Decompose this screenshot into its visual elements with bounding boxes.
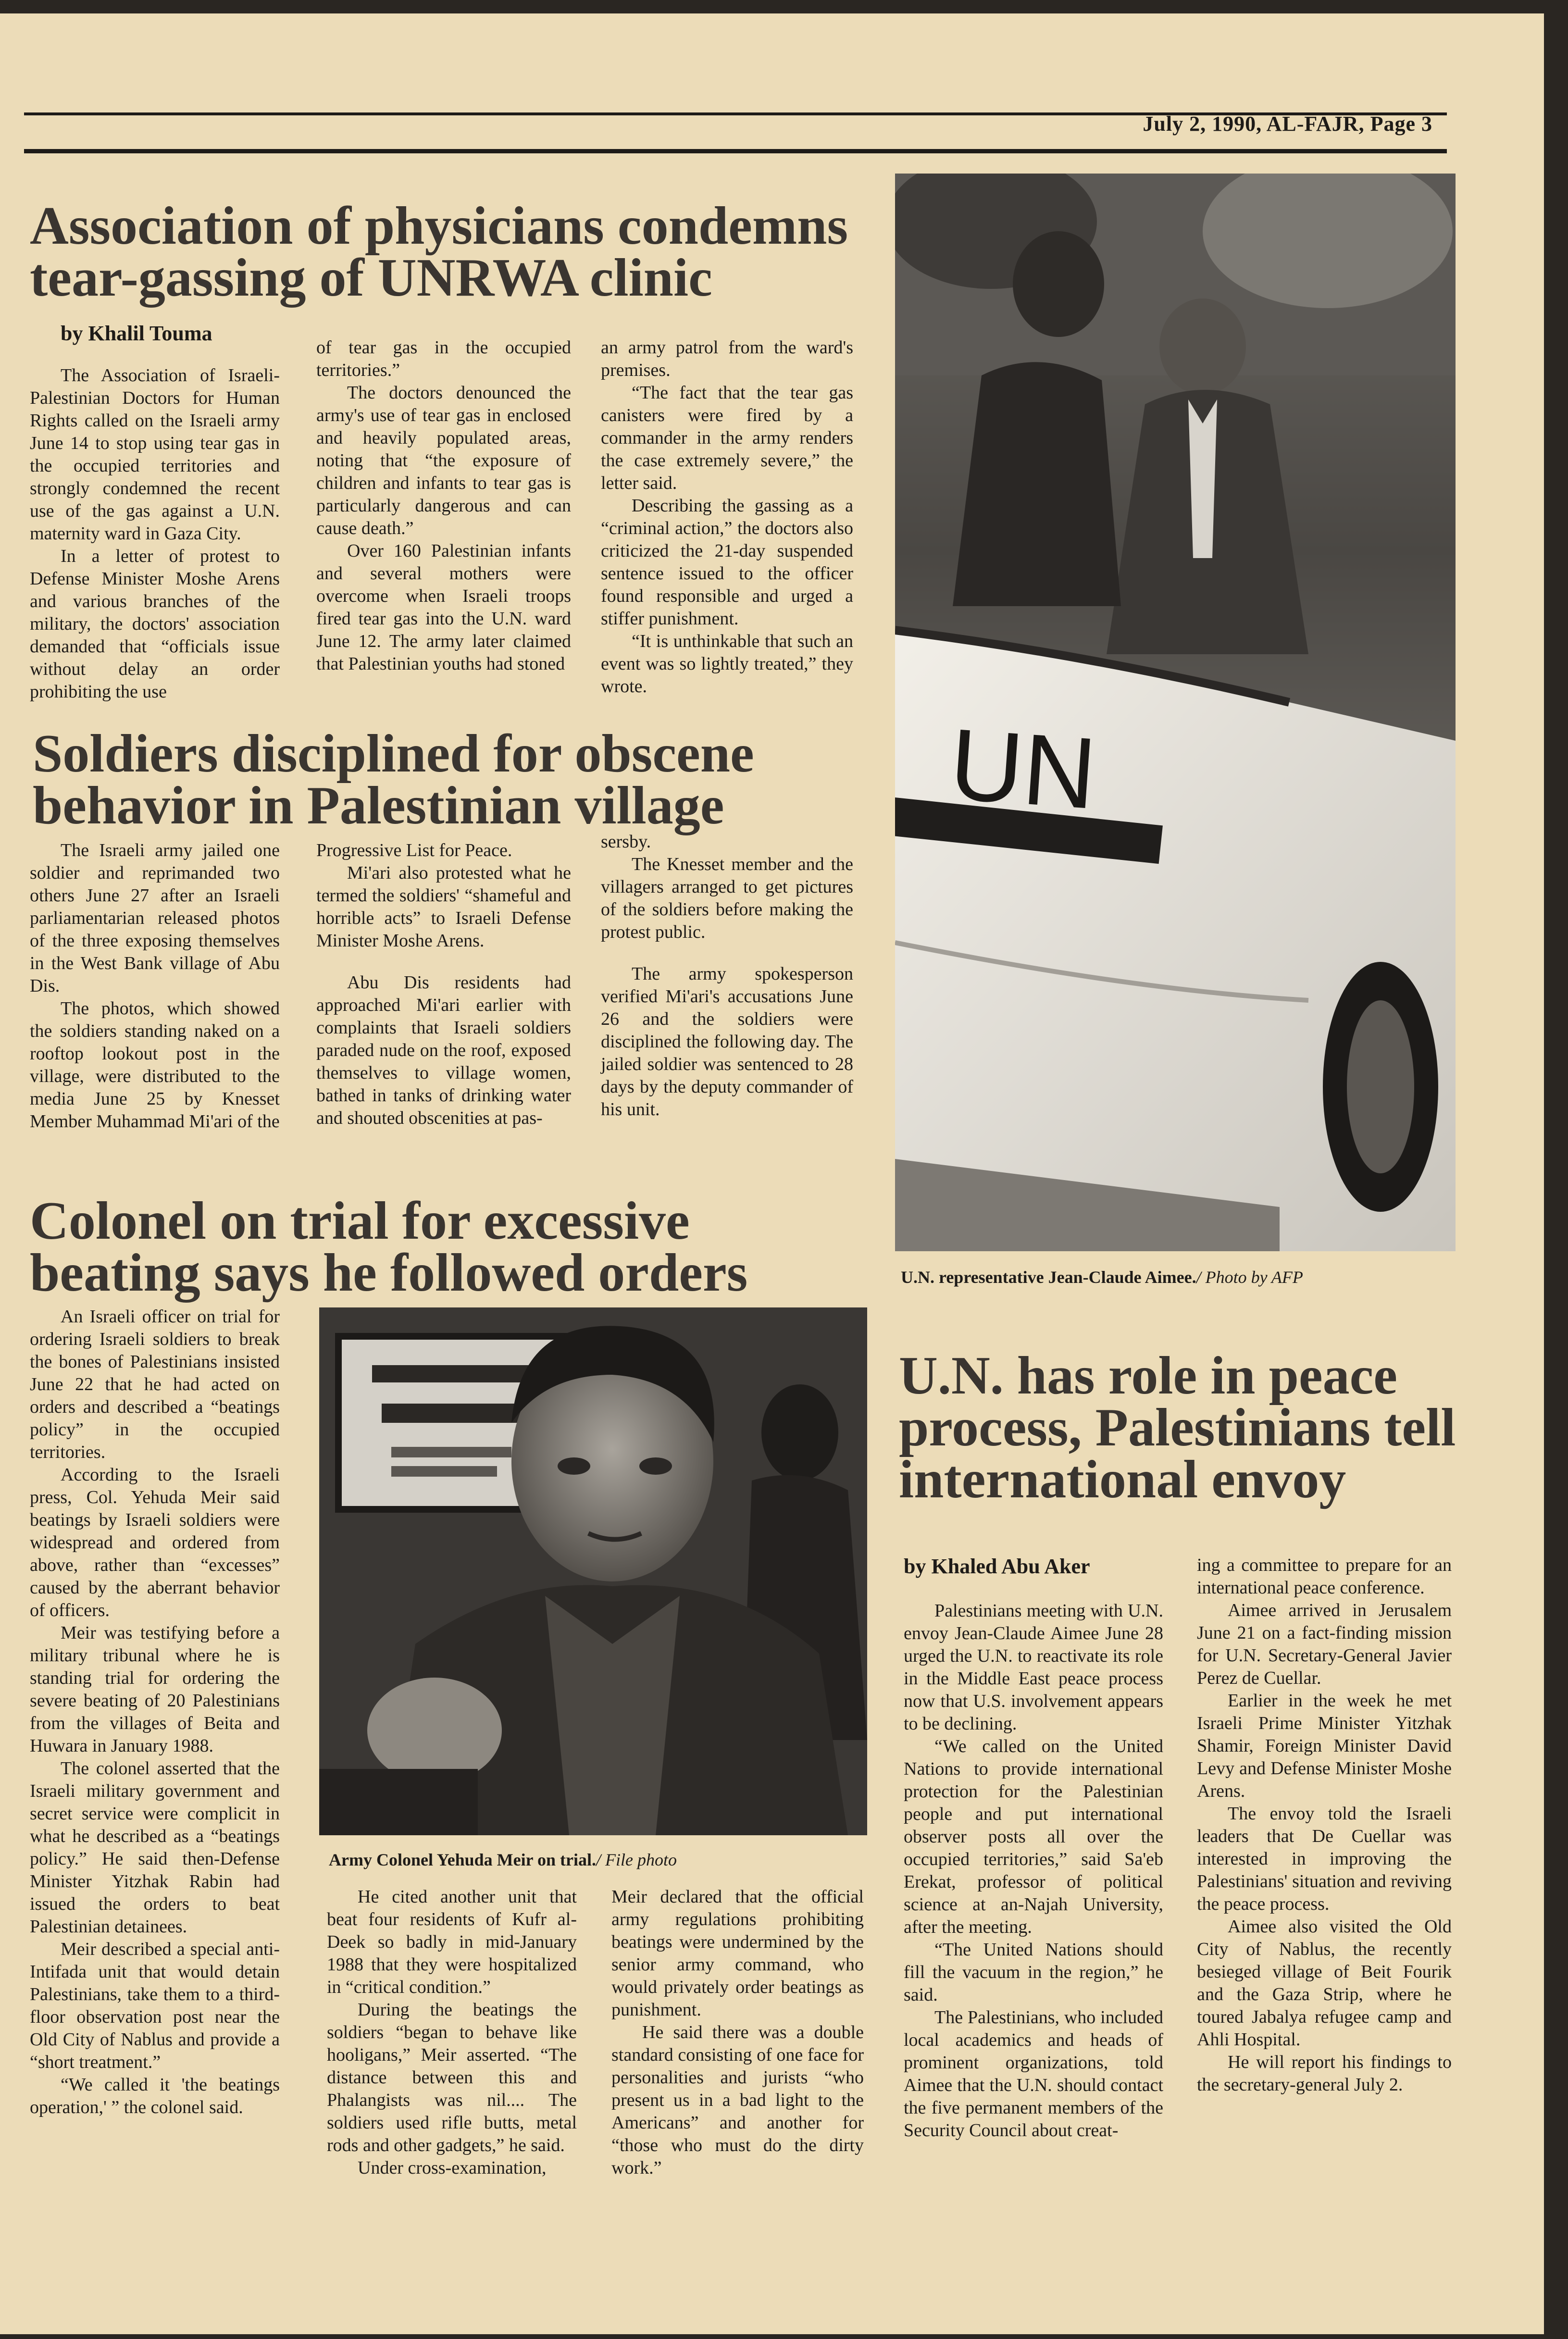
headline-physicians: Association of physicians condemns tear-gassing of UNRWA clinic — [30, 196, 848, 308]
article1-col3 — [601, 336, 853, 698]
paragraph: ing a committee to prepare for an international peace conference. — [1197, 1555, 1452, 1598]
headline-soldiers: Soldiers disciplined for obscene behavior in Palestinian village — [33, 724, 754, 835]
paragraph: Under cross-examination, — [358, 2158, 547, 2178]
paragraph: “We called on the United Nations to provide international protection for the Palestinian people and put international observer posts all over the occupied territories,” said Sa'eb Erekat, professor of political science at an-Najah University, after the meeting. — [904, 1736, 1163, 1937]
paragraph: an army patrol from the ward's premises. — [601, 337, 853, 380]
paragraph: of tear gas in the occupied territories.” — [316, 337, 571, 380]
paragraph: Aimee arrived in Jerusalem June 21 on a fact-finding mission for U.N. Secretary-General Javier Perez de Cuellar. — [1197, 1600, 1452, 1688]
paragraph: He will report his findings to the secretary-general July 2. — [1197, 2052, 1452, 2095]
paragraph: In a letter of protest to Defense Minister Moshe Arens and various branches of the military, the doctors' association demanded that “officials issue without delay an order prohibiting the use — [30, 546, 280, 702]
un-vehicle-photo — [895, 174, 1456, 1251]
paragraph: According to the Israeli press, Col. Yehuda Meir said beatings by Israeli soldiers were widespread and ordered from above, rather than “excesses” caused by the aberrant behavior of officers. — [30, 1465, 280, 1620]
colonel-caption-text: Army Colonel Yehuda Meir on trial. — [329, 1850, 596, 1869]
paragraph: Progressive List for Peace. — [316, 840, 512, 860]
paragraph: “We called it 'the beatings operation,' ” the colonel said. — [30, 2075, 280, 2117]
article2-col2 — [316, 839, 571, 1130]
paragraph: The Palestinians, who included local academics and heads of prominent organizations, told Aimee that the U.N. should contact the five permanent members of the Security Council about creat- — [904, 2007, 1163, 2140]
article4-col2 — [1197, 1554, 1452, 2096]
paragraph: The doctors denounced the army's use of tear gas in enclosed and heavily populated areas, noting that “the exposure of children and infants to tear gas is particularly dangerous and can cause death.” — [316, 383, 571, 538]
paragraph: Mi'ari also protested what he termed the soldiers' “shameful and horrible acts” to Israeli Defense Minister Moshe Arens. — [316, 863, 571, 951]
dateline: July 2, 1990, AL-FAJR, Page 3 — [1143, 112, 1432, 136]
paragraph: The Association of Israeli-Palestinian Doctors for Human Rights called on the Israeli army June 14 to stop using tear gas in the occupied territories and strongly condemned the recent use of the gas against a U.N. maternity ward in Gaza City. — [30, 365, 280, 544]
paragraph: Describing the gassing as a “criminal action,” the doctors also criticized the 21-day suspended sentence issued to the officer found responsible and urged a stiffer punishment. — [601, 496, 853, 629]
article1-col1 — [30, 364, 280, 703]
paragraph: The photos, which showed the soldiers standing naked on a rooftop lookout post in the village, were distributed to the media June 25 by Knesset Member Muhammad Mi'ari of the — [30, 998, 280, 1132]
article4-col1 — [904, 1600, 1163, 2142]
headline-colonel: Colonel on trial for excessive beating says he followed orders — [30, 1191, 748, 1303]
colonel-photo-credit: / File photo — [596, 1850, 677, 1869]
article3-col3 — [611, 1886, 864, 2179]
paragraph: “The United Nations should fill the vacuum in the region,” he said. — [904, 1940, 1163, 2005]
paragraph: The Israeli army jailed one soldier and reprimanded two others June 27 after an Israeli parliamentarian released photos of the three exposing themselves in the West Bank village of Abu Dis. — [30, 840, 280, 996]
un-vehicle-image — [895, 174, 1456, 1251]
article2-col3 — [601, 831, 853, 1121]
byline-touma: by Khalil Touma — [61, 322, 212, 345]
colonel-photo-caption — [329, 1850, 677, 1870]
paragraph: During the beatings the soldiers “began to behave like hooligans,” Meir asserted. “The distance between this and Phalangists was nil.... The soldiers used rifle butts, metal rods and other gadgets,” he said. — [327, 2000, 577, 2155]
paragraph: “The fact that the tear gas canisters were fired by a commander in the army renders the case extremely severe,” the letter said. — [601, 383, 853, 493]
colonel-photo — [319, 1307, 867, 1835]
article3-col2 — [327, 1886, 577, 2179]
paragraph: sersby. — [601, 832, 651, 852]
un-photo-credit: / Photo by AFP — [1196, 1268, 1303, 1287]
paragraph: Abu Dis residents had approached Mi'ari earlier with complaints that Israeli soldiers paraded nude on the roof, exposed themselves to village women, bathed in tanks of drinking water and shouted obscenities at pas- — [316, 972, 571, 1128]
paragraph: Meir was testifying before a military tribunal where he is standing trial for ordering the severe beating of 20 Palestinians from the villages of Beita and Huwara in January 1988. — [30, 1623, 280, 1756]
article2-col1 — [30, 839, 280, 1133]
paragraph: The army spokesperson verified Mi'ari's accusations June 26 and the soldiers were disciplined the following day. The jailed soldier was sentenced to 28 days by the deputy commander of his unit. — [601, 964, 853, 1120]
article1-col2 — [316, 336, 571, 675]
paragraph: The colonel asserted that the Israeli military government and secret service were complicit in what he described as a “beatings policy.” He said then-Defense Minister Yitzhak Rabin had issued the orders to beat Palestinian detainees. — [30, 1758, 280, 1937]
paragraph: Palestinians meeting with U.N. envoy Jean-Claude Aimee June 28 urged the U.N. to reactivate its role in the Middle East peace process now that U.S. involvement appears to be declining. — [904, 1601, 1163, 1734]
article3-col1 — [30, 1306, 280, 2119]
colonel-image — [319, 1307, 867, 1835]
un-vehicle-lettering: UN — [946, 707, 1100, 831]
newspaper-page — [0, 13, 1544, 2334]
paragraph: Over 160 Palestinian infants and several mothers were overcome when Israeli troops fired tear gas into the U.N. ward June 12. The army later claimed that Palestinian youths had stoned — [316, 541, 571, 674]
paragraph: The Knesset member and the villagers arranged to get pictures of the soldiers before making the protest public. — [601, 854, 853, 942]
paragraph: An Israeli officer on trial for ordering Israeli soldiers to break the bones of Palestinians insisted June 22 that he had acted on orders and described a “beatings policy” in the occupied territories. — [30, 1306, 280, 1462]
paragraph: Earlier in the week he met Israeli Prime Minister Yitzhak Shamir, Foreign Minister David Levy and Defense Minister Moshe Arens. — [1197, 1691, 1452, 1801]
paragraph: He said there was a double standard consisting of one face for personalities and jurists “who present us in a bad light to the Americans” and another for “those who must do the dirty work.” — [611, 2022, 864, 2178]
un-photo-caption — [901, 1267, 1303, 1287]
paragraph: The envoy told the Israeli leaders that De Cuellar was interested in improving the Palestinians' situation and reviving the peace process. — [1197, 1804, 1452, 1914]
masthead-rule — [24, 149, 1447, 153]
headline-un-role: U.N. has role in peace process, Palestinians tell international envoy — [899, 1346, 1456, 1509]
paragraph: “It is unthinkable that such an event was so lightly treated,” they wrote. — [601, 631, 853, 697]
paragraph: He cited another unit that beat four residents of Kufr al-Deek so badly in mid-January 1988 that they were hospitalized in “critical condition.” — [327, 1887, 577, 1997]
paragraph: Meir described a special anti-Intifada unit that would detain Palestinians, take them to a third-floor observation post near the Old City of Nablus and provide a “short treatment.” — [30, 1939, 280, 2072]
paragraph: Meir declared that the official army regulations prohibiting beatings were undermined by the senior army command, who would privately order beatings as punishment. — [611, 1887, 864, 2020]
paragraph: Aimee also visited the Old City of Nablus, the recently besieged village of Beit Fourik and the Gaza Strip, where he toured Jabalya refugee camp and Ahli Hospital. — [1197, 1916, 1452, 2050]
byline-abu-aker: by Khaled Abu Aker — [904, 1555, 1090, 1578]
un-caption-text: U.N. representative Jean-Claude Aimee. — [901, 1268, 1196, 1287]
